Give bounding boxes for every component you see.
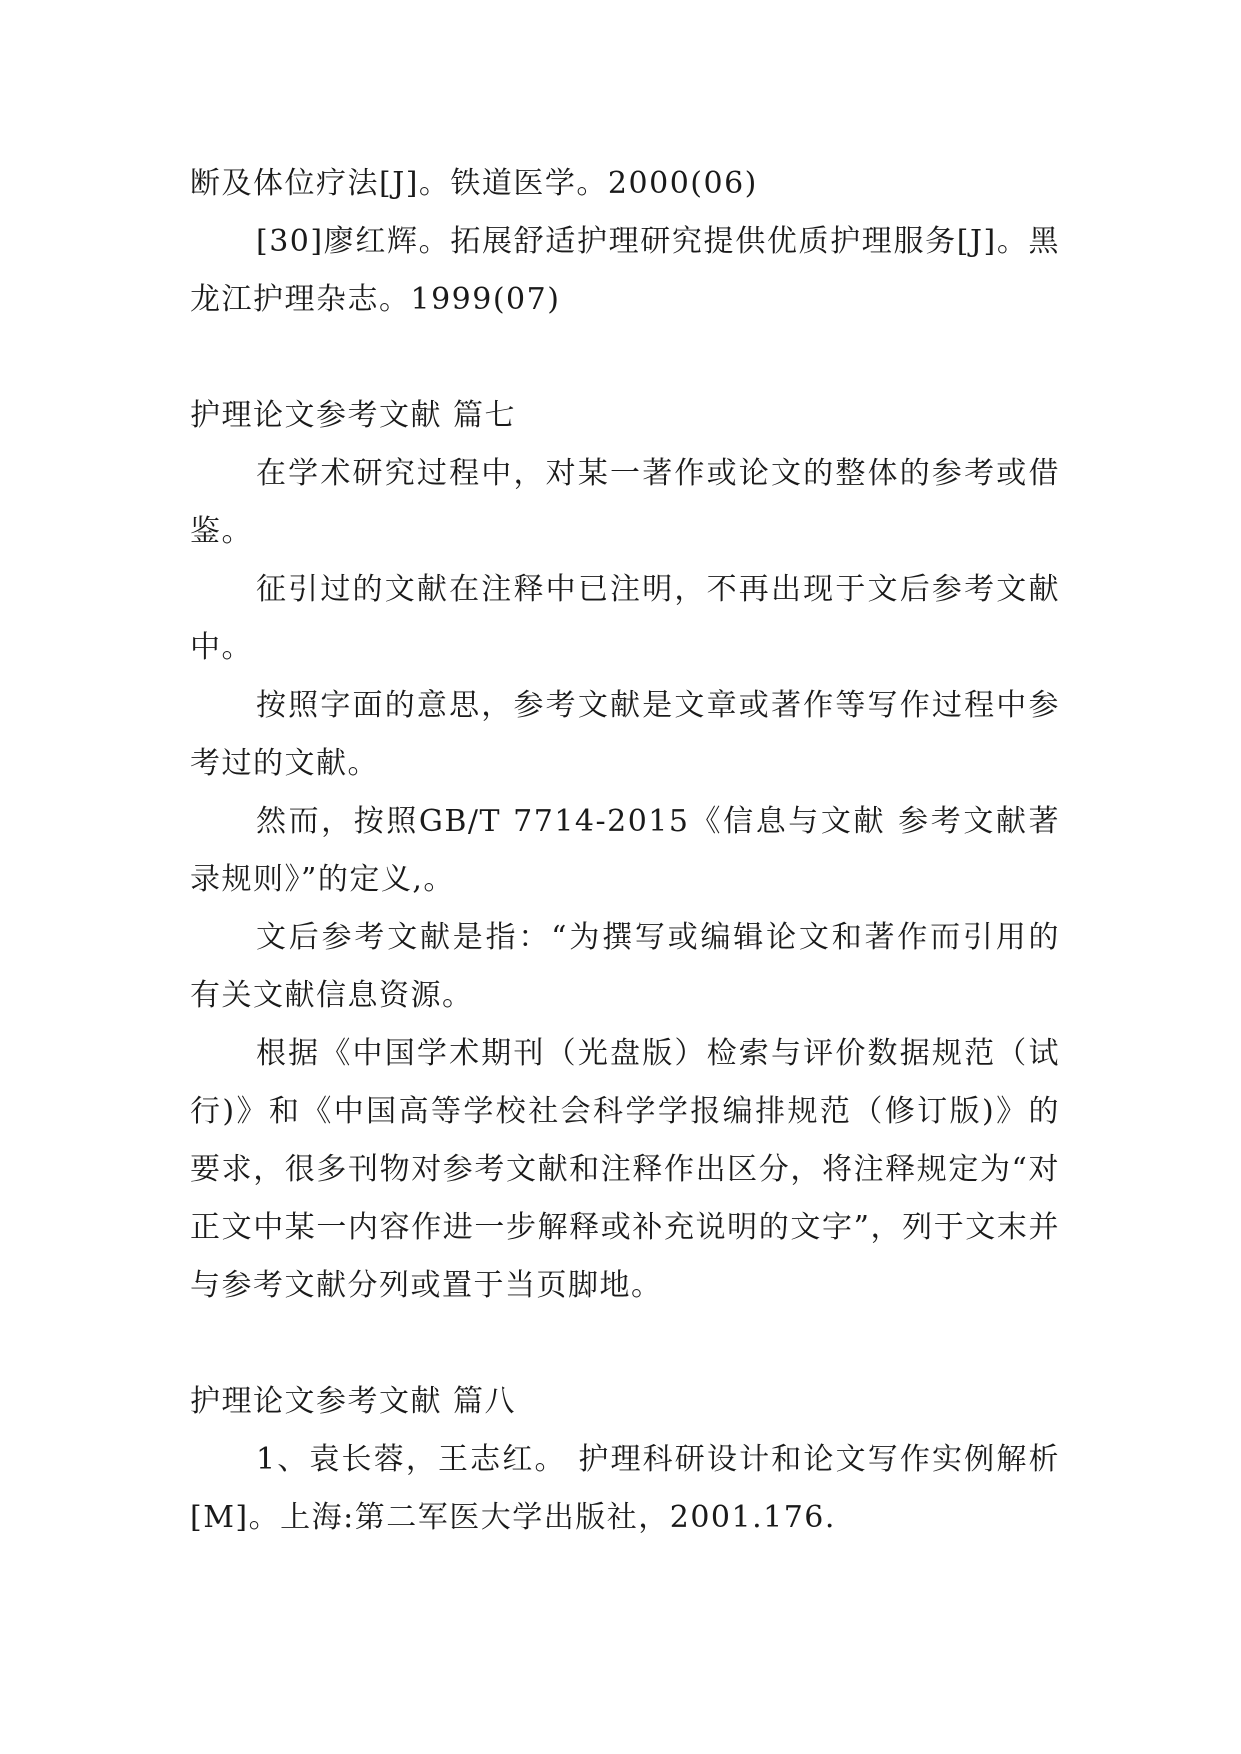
paragraph-2: 征引过的文献在注释中已注明，不再出现于文后参考文献中。	[190, 572, 1060, 665]
paragraph-ref-30: [30]廖红辉。拓展舒适护理研究提供优质护理服务[J]。黑龙江护理杂志。1999(07)	[190, 224, 1060, 317]
paragraph-ref-29-tail: 断及体位疗法[J]。铁道医学。2000(06)	[190, 166, 758, 201]
section-heading-part-7: 护理论文参考文献 篇七	[190, 398, 517, 433]
paragraph-4: 然而，按照GB/T 7714-2015《信息与文献 参考文献著录规则》”的定义,。	[190, 804, 1060, 897]
paragraph-ref-1: 1、袁长蓉，王志红。 护理科研设计和论文写作实例解析[M]。上海:第二军医大学出版社，2001.176.	[190, 1442, 1060, 1535]
spacer	[190, 1315, 1060, 1373]
paragraph-3: 按照字面的意思，参考文献是文章或著作等写作过程中参考过的文献。	[190, 688, 1060, 781]
paragraph-6: 根据《中国学术期刊（光盘版）检索与评价数据规范（试行)》和《中国高等学校社会科学学报编排规范（修订版)》的要求，很多刊物对参考文献和注释作出区分，将注释规定为“对正文中某一内容作进一步解释或补充说明的文字”，列于文末并与参考文献分列或置于当页脚地。	[190, 1036, 1060, 1303]
spacer	[190, 329, 1060, 387]
section-heading-part-8: 护理论文参考文献 篇八	[190, 1384, 517, 1419]
paragraph-5: 文后参考文献是指：“为撰写或编辑论文和著作而引用的有关文献信息资源。	[190, 920, 1060, 1013]
paragraph-1: 在学术研究过程中，对某一著作或论文的整体的参考或借鉴。	[190, 456, 1060, 549]
document-page	[190, 155, 1060, 1547]
